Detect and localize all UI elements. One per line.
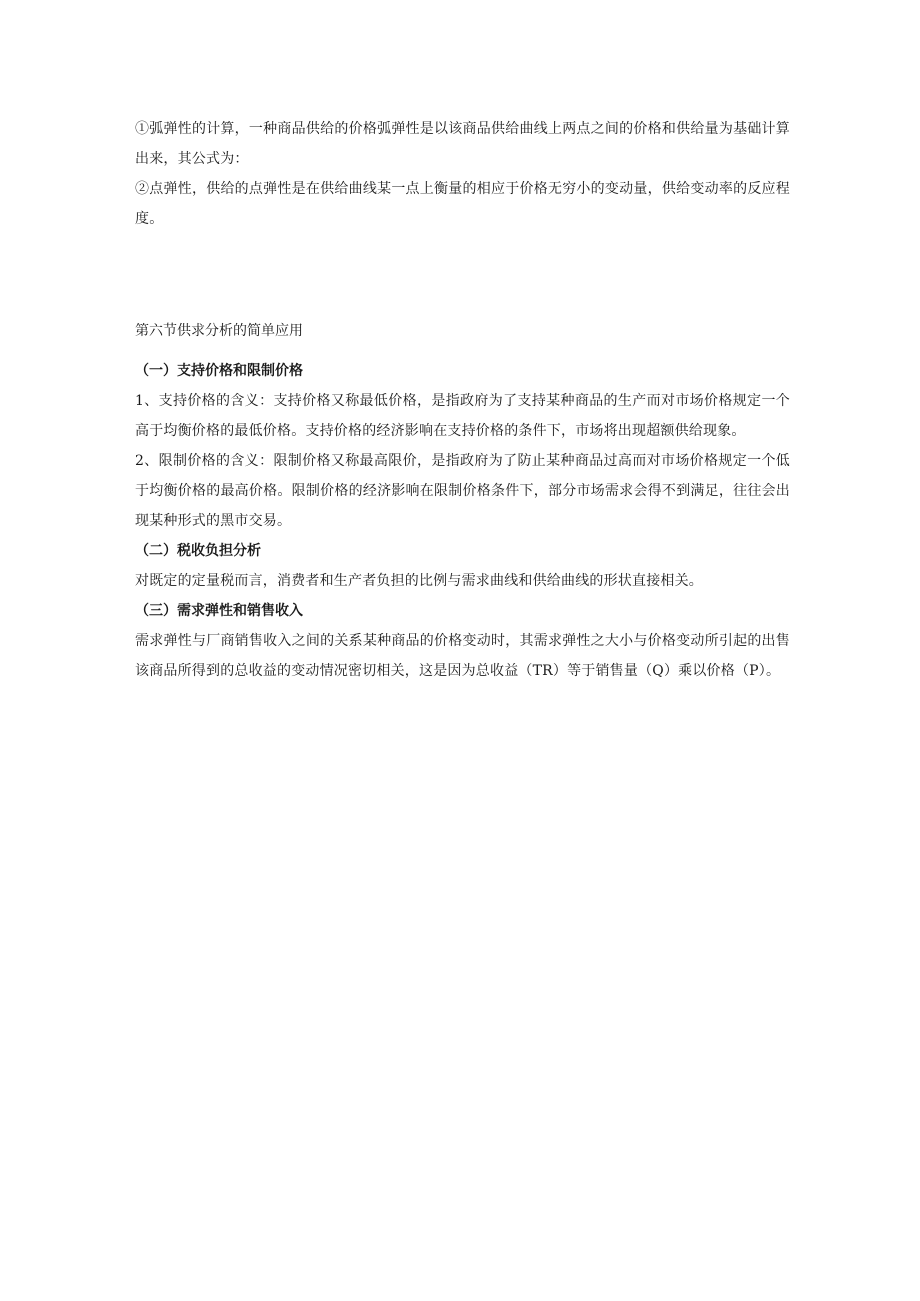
section-title: 第六节供求分析的简单应用 (135, 323, 303, 339)
subsection-heading-price-support: （一）支持价格和限制价格 (135, 363, 303, 379)
point-elasticity-paragraph: ②点弹性，供给的点弹性是在供给曲线某一点上衡量的相应于价格无穷小的变动量，供给变动率的反应程度。 (135, 181, 790, 227)
support-price-paragraph: 1、支持价格的含义：支持价格又称最低价格，是指政府为了支持某种商品的生产而对市场价格规定一个高于均衡价格的最低价格。支持价格的经济影响在支持价格的条件下，市场将出现超额供给现象。 (135, 393, 790, 439)
arc-elasticity-paragraph: ①弧弹性的计算，一种商品供给的价格弧弹性是以该商品供给曲线上两点之间的价格和供给量为基础计算出来，其公式为： (135, 121, 790, 167)
demand-elasticity-paragraph: 需求弹性与厂商销售收入之间的关系某种商品的价格变动时，其需求弹性之大小与价格变动所引起的出售该商品所得到的总收益的变动情况密切相关，这是因为总收益（TR）等于销售量（Q）乘以价格（P）。 (135, 633, 790, 679)
document-page (135, 114, 790, 686)
tax-burden-paragraph: 对既定的定量税而言，消费者和生产者负担的比例与需求曲线和供给曲线的形状直接相关。 (135, 573, 703, 589)
spacer (135, 346, 790, 356)
spacer (135, 234, 790, 316)
subsection-heading-tax-burden: （二）税收负担分析 (135, 543, 261, 559)
ceiling-price-paragraph: 2、限制价格的含义：限制价格又称最高限价，是指政府为了防止某种商品过高而对市场价格规定一个低于均衡价格的最高价格。限制价格的经济影响在限制价格条件下，部分市场需求会得不到满足，往往会出现某种形式的黑市交易。 (135, 453, 790, 529)
subsection-heading-demand-elasticity: （三）需求弹性和销售收入 (135, 603, 303, 619)
